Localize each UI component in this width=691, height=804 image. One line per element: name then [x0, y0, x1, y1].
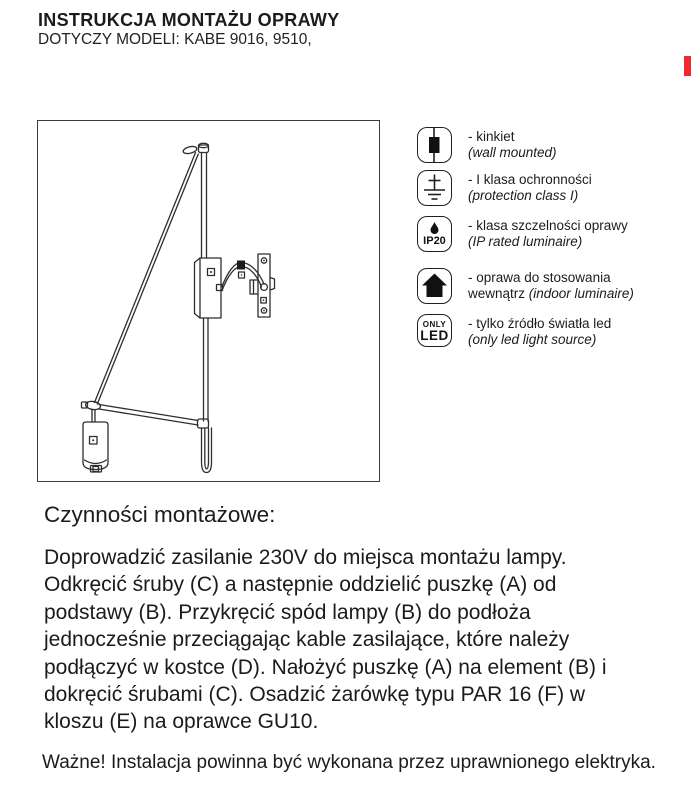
installation-paragraph	[44, 544, 664, 736]
legend-row-indoor	[417, 268, 634, 304]
legend-line-2: (protection class I)	[468, 187, 579, 203]
paragraph-line: kloszu (E) na oprawce GU10.	[44, 710, 319, 734]
paragraph-line: podłączyć w kostce (D). Nałożyć puszkę (A) na element (B) i	[44, 655, 607, 679]
legend-text	[468, 127, 557, 160]
figure-box	[37, 120, 380, 482]
paragraph-line: jednocześnie przeciągając kable zasilające, które należy	[44, 628, 570, 652]
legend-row-only-led	[417, 314, 611, 347]
paragraph-line: dokręcić śrubami (C). Osadzić żarówkę typu PAR 16 (F) w	[44, 683, 586, 707]
paragraph-line: Odkręcić śruby (C) a następnie oddzielić puszkę (A) od	[44, 573, 557, 597]
legend-line-1: - oprawa do stosowania	[468, 270, 611, 285]
legend-row-ip20	[417, 216, 628, 252]
only-led-icon	[417, 314, 452, 347]
lamp-technical-drawing	[38, 121, 379, 481]
paragraph-line: Doprowadzić zasilanie 230V do miejsca montażu lampy.	[44, 546, 567, 569]
legend-line-2: (IP rated luminaire)	[468, 233, 583, 249]
legend-line-2: (wall mounted)	[468, 144, 557, 160]
legend-text	[468, 314, 611, 347]
legend-line-1: - kinkiet	[468, 129, 515, 144]
legend-text	[468, 268, 634, 301]
legend-line-2: wewnątrz (indoor luminaire)	[468, 285, 634, 301]
ip20-icon	[417, 216, 452, 252]
important-note: Ważne! Instalacja powinna być wykonana przez uprawnionego elektryka.	[42, 752, 656, 773]
only-led-icon-label-bottom: LED	[420, 328, 449, 343]
ip20-icon-label: IP20	[423, 235, 446, 247]
legend-line-1: - tylko źródło światła led	[468, 316, 612, 331]
legend-line-2: (only led light source)	[468, 331, 597, 347]
page-title: INSTRUKCJA MONTAŻU OPRAWY	[38, 10, 340, 30]
section-heading: Czynności montażowe:	[44, 502, 276, 527]
indoor-luminaire-icon	[417, 268, 452, 304]
page-subtitle: DOTYCZY MODELI: KABE 9016, 9510,	[38, 31, 312, 48]
only-led-icon-label-top: ONLY	[422, 320, 447, 329]
legend-row-protection-class	[417, 170, 592, 206]
red-edge-mark	[684, 56, 691, 76]
wall-mounted-icon	[417, 127, 452, 163]
legend-row-wall-mounted	[417, 127, 557, 163]
legend-text	[468, 170, 592, 203]
legend-text	[468, 216, 628, 249]
paragraph-line: podstawy (B). Przykręcić spód lampy (B) do podłoża	[44, 600, 531, 624]
protection-class-i-icon	[417, 170, 452, 206]
legend-line-1: - I klasa ochronności	[468, 172, 592, 187]
legend-line-1: - klasa szczelności oprawy	[468, 218, 628, 233]
